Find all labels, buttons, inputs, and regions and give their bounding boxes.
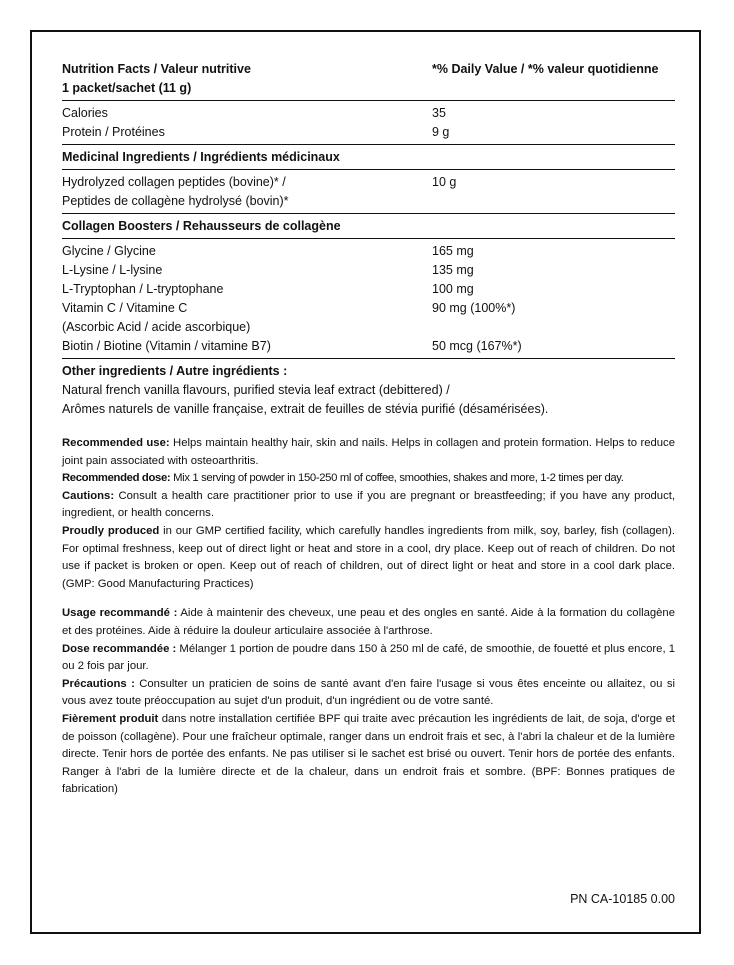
booster-row	[62, 318, 675, 337]
booster-name: Glycine / Glycine	[62, 244, 156, 258]
other-ingredients-line1: Natural french vanilla flavours, purified stevia leaf extract (debittered) /	[62, 383, 450, 397]
divider	[62, 169, 675, 170]
dose-recommandee-text: Mélanger 1 portion de poudre dans 150 à 250 ml de café, de smoothie, de fouetté et plus encore, 1 ou 2 fois par jour.	[62, 642, 676, 673]
nutrient-name: Calories	[62, 106, 108, 120]
booster-value: 135 mg	[432, 263, 474, 277]
nutrition-header	[62, 60, 675, 98]
fierement-produit-text: dans notre installation certifiée BPF qui traite avec précaution les ingrédients de lait, de soja, d'orge et de poisson (collagène). Pour une fraîcheur optimale, ranger dans un endroit frais et sec, à l'abri la chaleur et de la lumière directe. Tenir hors de portée des enfants. Ne pas utiliser si le sachet est brisé ou ouvert. Tenir hors de portée des enfants. Ranger à l'abri de la lumière directe et de la chaleur, dans un endroit frais et sombre. (BPF: Bonnes pratiques de fabrication)	[62, 712, 675, 796]
daily-value-heading: *% Daily Value / *% valeur quotidienne	[432, 62, 659, 76]
booster-value: 90 mg (100%*)	[432, 301, 516, 315]
part-number: PN CA-10185 0.00	[570, 892, 675, 906]
nutrient-value: 9 g	[432, 125, 450, 139]
booster-row	[62, 299, 675, 318]
divider	[62, 213, 675, 214]
usage-recommande-text: Aide à maintenir des cheveux, une peau et des ongles en santé. Aide à la formation du collagène et des protéines. Aide à réduire la douleur articulaire associée à l'arthrose.	[62, 607, 676, 637]
precautions-label: Précautions :	[62, 677, 135, 690]
booster-name: Vitamin C / Vitamine C	[62, 301, 188, 315]
divider	[62, 100, 675, 101]
cautions-text: Consult a health care practitioner prior to use if you are pregnant or breastfeeding; if you have any product, ingredient, or health concerns.	[62, 489, 675, 520]
fierement-produit-label: Fièrement produit	[62, 712, 159, 725]
proudly-produced	[62, 523, 675, 593]
booster-value: 50 mcg (167%*)	[432, 339, 522, 353]
nutrient-row-protein	[62, 123, 675, 142]
nutrient-value: 35	[432, 106, 446, 120]
recommended-use-label: Recommended use:	[62, 437, 170, 449]
divider	[62, 144, 675, 145]
french-directions	[62, 605, 675, 799]
usage-recommande	[62, 605, 675, 640]
booster-name: (Ascorbic Acid / acide ascorbique)	[62, 320, 251, 334]
boosters-heading-text: Collagen Boosters / Rehausseurs de collagène	[62, 219, 341, 233]
medicinal-name-line2: Peptides de collagène hydrolysé (bovin)*	[62, 194, 289, 208]
divider	[62, 358, 675, 359]
medicinal-value: 10 g	[432, 175, 457, 189]
cautions	[62, 488, 675, 523]
booster-value: 100 mg	[432, 282, 474, 296]
fierement-produit	[62, 711, 675, 799]
dose-recommandee	[62, 641, 675, 676]
booster-name: L-Tryptophan / L-tryptophane	[62, 282, 224, 296]
other-ingredients	[62, 362, 675, 419]
other-ingredients-line2: Arômes naturels de vanille française, extrait de feuilles de stévia purifié (désamérisées).	[62, 402, 549, 416]
recommended-dose-label: Recommended dose:	[62, 472, 171, 485]
booster-row	[62, 261, 675, 280]
nutrient-row-calories	[62, 104, 675, 123]
recommended-dose-text: Mix 1 serving of powder in 150-250 ml of coffee, smoothies, shakes and more, 1-2 times per day.	[170, 472, 624, 485]
booster-name: L-Lysine / L-lysine	[62, 263, 163, 277]
recommended-use	[62, 435, 675, 470]
nutrition-title: Nutrition Facts / Valeur nutritive	[62, 62, 251, 76]
recommended-dose	[62, 470, 675, 488]
medicinal-heading	[62, 148, 675, 167]
booster-value	[432, 318, 675, 337]
booster-row	[62, 337, 675, 356]
medicinal-row	[62, 173, 675, 211]
proudly-produced-text: in our GMP certified facility, which carefully handles ingredients from milk, soy, barley, fish (collagen). For optimal freshness, keep out of direct light or heat and store in a cool, dry place. Keep out of reach of children. Do not use if packet is broken or open. Keep out of reach of children, out of direct light or heat and store in a cool dark place.(GMP: Good Manufacturing Practices)	[62, 524, 675, 590]
nutrient-name: Protein / Protéines	[62, 125, 165, 139]
recommended-use-text: Helps maintain healthy hair, skin and nails. Helps in collagen and protein formation. Helps to reduce joint pain associated with osteoarthritis.	[62, 437, 675, 467]
proudly-produced-label: Proudly produced	[62, 524, 160, 537]
booster-row	[62, 280, 675, 299]
medicinal-name-line1: Hydrolyzed collagen peptides (bovine)* /	[62, 175, 286, 189]
precautions-text: Consulter un praticien de soins de santé avant d'en faire l'usage si vous êtes enceinte ou allaitez, ou si vous avez toute préoccupation au sujet d'un produit, d'un ingrédient ou de votre santé.	[62, 677, 675, 708]
label-content	[62, 60, 675, 799]
cautions-label: Cautions:	[62, 489, 115, 502]
divider	[62, 238, 675, 239]
booster-row	[62, 242, 675, 261]
dose-recommandee-label: Dose recommandée :	[62, 642, 177, 655]
other-ingredients-heading: Other ingredients / Autre ingrédients :	[62, 364, 288, 378]
english-directions	[62, 435, 675, 593]
label-frame	[30, 30, 701, 934]
usage-recommande-label: Usage recommandé :	[62, 607, 178, 620]
boosters-heading	[62, 217, 675, 236]
serving-size: 1 packet/sachet (11 g)	[62, 81, 192, 95]
booster-name: Biotin / Biotine (Vitamin / vitamine B7)	[62, 339, 271, 353]
precautions	[62, 676, 675, 711]
booster-value: 165 mg	[432, 244, 474, 258]
medicinal-heading-text: Medicinal Ingredients / Ingrédients médicinaux	[62, 150, 340, 164]
